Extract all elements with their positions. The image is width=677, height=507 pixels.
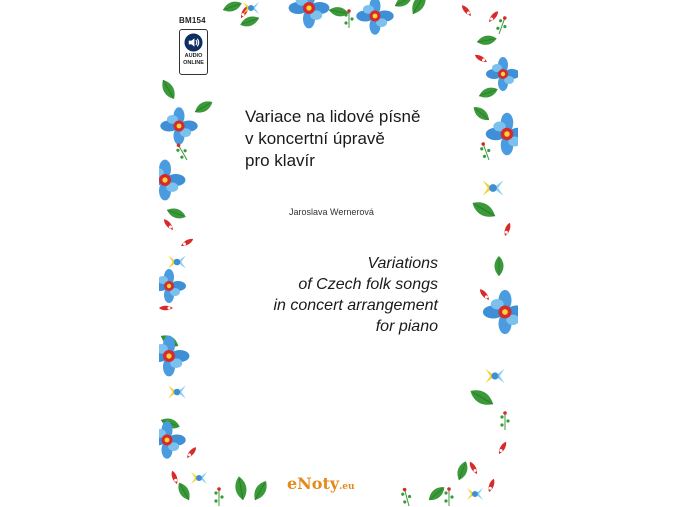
english-title-line3: in concert arrangement — [273, 297, 438, 314]
czech-title-line2: v koncertní úpravě — [245, 129, 385, 148]
logo-main-text: eNoty — [287, 474, 340, 493]
english-title-line2: of Czech folk songs — [298, 276, 438, 293]
english-title-line1: Variations — [367, 255, 438, 272]
enoty-logo — [287, 474, 355, 494]
czech-title-line3: pro klavír — [245, 151, 315, 170]
cover-page — [159, 0, 518, 507]
czech-title-line1: Variace na lidové písně — [245, 107, 421, 126]
audio-online-badge — [179, 29, 208, 75]
author-name: Jaroslava Wernerová — [289, 207, 374, 217]
speaker-icon — [184, 33, 203, 52]
audio-label-line1: AUDIO — [184, 53, 203, 59]
english-title-line4: for piano — [375, 318, 438, 335]
english-title — [198, 253, 438, 337]
audio-label-line2: ONLINE — [183, 60, 204, 66]
logo-tld-text: .eu — [339, 482, 355, 492]
czech-title — [245, 106, 465, 172]
product-code: BM154 — [179, 16, 206, 25]
